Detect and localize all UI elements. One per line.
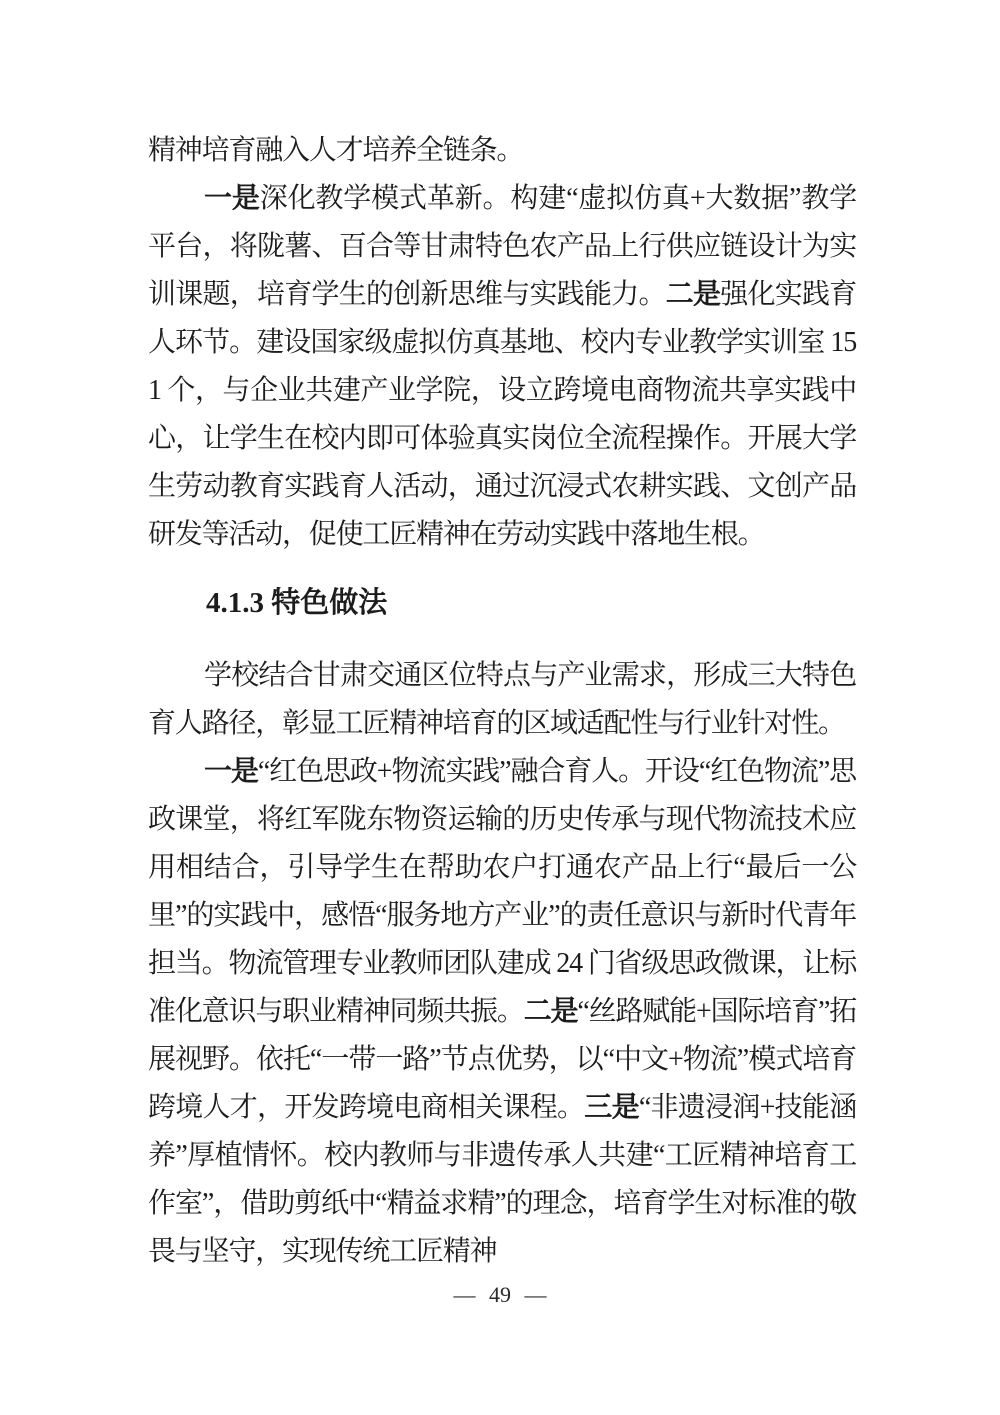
- page-footer: [0, 1280, 1000, 1310]
- paragraph: [148, 127, 856, 175]
- text-run: 深化教学模式革新。构建“虚拟仿真+大数据”教学平台，将陇薯、百合等甘肃特色农产品上行供应链设计为实训课题，培育学生的创新思维与实践能力。: [148, 183, 856, 310]
- bold-text-run: 三是: [584, 1092, 639, 1123]
- text-run: 学校结合甘肃交通区位特点与产业需求，形成三大特色育人路径，彰显工匠精神培育的区域适配性与行业针对性。: [148, 660, 856, 739]
- text-run: “非遗浸润+技能涵养”厚植情怀。校内教师与非遗传承人共建“工匠精神培育工作室”，借助剪纸中“精益求精”的理念，培育学生对标准的敬畏与坚守，实现传统工匠精神: [148, 1092, 857, 1267]
- text-run: 精神培育融入人才培养全链条。: [148, 135, 524, 166]
- page-content: [148, 127, 856, 1276]
- paragraph: [148, 748, 856, 1276]
- bold-text-run: 一是: [204, 756, 258, 787]
- bold-text-run: 二是: [523, 996, 578, 1027]
- paragraph: [148, 175, 856, 559]
- page-number: — 49 —: [453, 1282, 547, 1307]
- section-heading: 4.1.3 特色做法: [206, 587, 388, 619]
- text-run: “丝路赋能+国际培育”拓展视野。依托“一带一路”节点优势，以“中文+物流”模式培育跨境人才，开发跨境电商相关课程。: [148, 996, 857, 1123]
- text-run: “红色思政+物流实践”融合育人。开设“红色物流”思政课堂，将红军陇东物资运输的历史传承与现代物流技术应用相结合，引导学生在帮助农户打通农产品上行“最后一公里”的实践中，感悟“服务地方产业”的责任意识与新时代青年担当。物流管理专业教师团队建成 24 门省级思政微课，让标准化意识与职业精神同频共振。: [148, 756, 856, 1027]
- bold-text-run: 二是: [665, 279, 721, 310]
- text-run: 强化实践育人环节。建设国家级虚拟仿真基地、校内专业教学实训室 151 个，与企业共建产业学院，设立跨境电商物流共享实践中心，让学生在校内即可体验真实岗位全流程操作。开展大学生劳动教育实践育人活动，通过沉浸式农耕实践、文创产品研发等活动，促使工匠精神在劳动实践中落地生根。: [148, 279, 856, 550]
- bold-text-run: 一是: [204, 183, 260, 214]
- paragraph: [148, 652, 856, 748]
